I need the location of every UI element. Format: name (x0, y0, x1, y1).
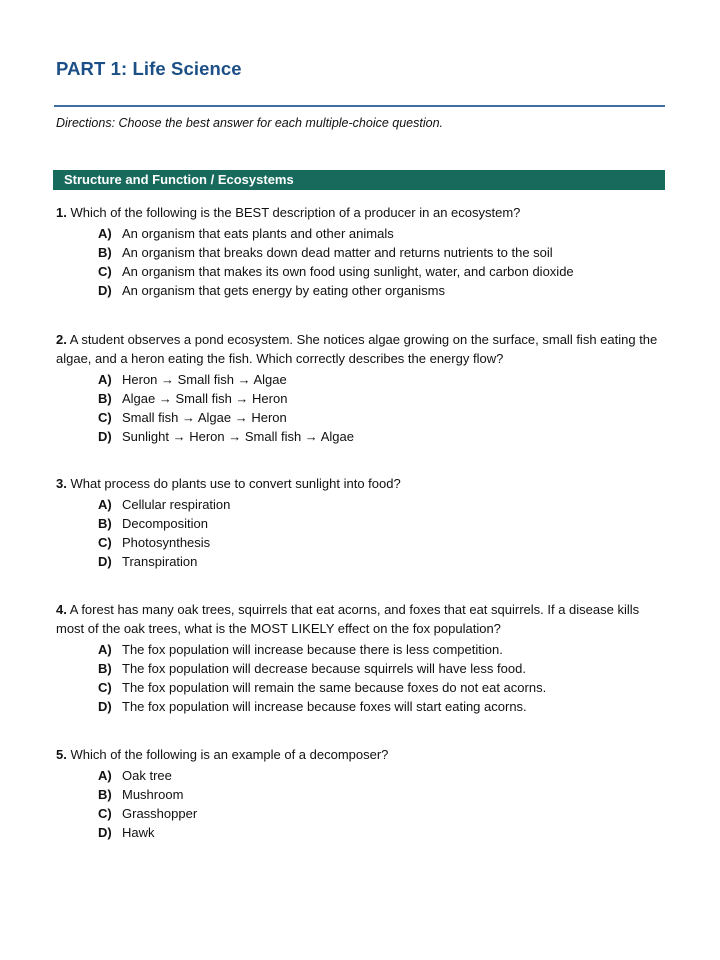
option-letter: D) (98, 283, 112, 298)
page-title: PART 1: Life Science (56, 58, 242, 79)
question-text: Which of the following is an example of a decomposer? (70, 747, 389, 762)
question-2 (56, 330, 668, 446)
option-letter: B) (98, 245, 112, 260)
title-divider (54, 105, 665, 107)
answer-options (56, 224, 668, 300)
answer-option-d[interactable] (98, 823, 668, 842)
question-5 (56, 745, 668, 842)
answer-option-c[interactable] (98, 262, 668, 281)
question-stem (56, 330, 668, 368)
option-text: Small fish → Algae → Heron (122, 410, 287, 425)
option-text: Oak tree (122, 768, 172, 783)
section-header: Structure and Function / Ecosystems (53, 170, 665, 190)
option-letter: A) (98, 226, 112, 241)
question-number: 4. (56, 602, 67, 617)
option-letter: C) (98, 264, 112, 279)
option-text: Decomposition (122, 516, 208, 531)
option-text: The fox population will increase because foxes will start eating acorns. (122, 699, 527, 714)
option-text: Grasshopper (122, 806, 198, 821)
answer-options (56, 640, 668, 716)
answer-option-d[interactable] (98, 552, 668, 571)
option-text: The fox population will decrease because squirrels will have less food. (122, 661, 526, 676)
question-number: 1. (56, 205, 67, 220)
answer-option-b[interactable] (98, 243, 668, 262)
question-text: What process do plants use to convert sunlight into food? (70, 476, 401, 491)
question-text: Which of the following is the BEST description of a producer in an ecosystem? (70, 205, 521, 220)
question-number: 5. (56, 747, 67, 762)
answer-option-a[interactable] (98, 370, 668, 389)
question-stem (56, 203, 668, 222)
option-letter: D) (98, 429, 112, 444)
option-text: Algae → Small fish → Heron (122, 391, 288, 406)
answer-option-b[interactable] (98, 389, 668, 408)
answer-options (56, 370, 668, 446)
option-letter: C) (98, 806, 112, 821)
option-text: The fox population will remain the same because foxes do not eat acorns. (122, 680, 547, 695)
option-letter: B) (98, 516, 112, 531)
question-stem (56, 745, 668, 764)
option-letter: C) (98, 535, 112, 550)
option-letter: A) (98, 642, 112, 657)
option-text: Cellular respiration (122, 497, 231, 512)
question-4 (56, 600, 668, 716)
question-3 (56, 474, 668, 571)
answer-option-c[interactable] (98, 533, 668, 552)
option-text: An organism that breaks down dead matter and returns nutrients to the soil (122, 245, 553, 260)
answer-option-a[interactable] (98, 224, 668, 243)
question-text: A forest has many oak trees, squirrels that eat acorns, and foxes that eat squirrels. If a disease kills most of the oak trees, what is the MOST LIKELY effect on the fox population? (56, 602, 640, 636)
answer-option-b[interactable] (98, 785, 668, 804)
answer-option-c[interactable] (98, 804, 668, 823)
option-text: Photosynthesis (122, 535, 211, 550)
question-stem (56, 474, 668, 493)
option-letter: B) (98, 661, 112, 676)
option-letter: D) (98, 554, 112, 569)
answer-option-d[interactable] (98, 281, 668, 300)
answer-option-c[interactable] (98, 408, 668, 427)
answer-option-b[interactable] (98, 514, 668, 533)
answer-option-a[interactable] (98, 766, 668, 785)
option-letter: D) (98, 825, 112, 840)
option-text: Transpiration (122, 554, 198, 569)
option-letter: C) (98, 680, 112, 695)
question-number: 2. (56, 332, 67, 347)
option-letter: A) (98, 497, 112, 512)
answer-option-a[interactable] (98, 495, 668, 514)
option-text: Mushroom (122, 787, 184, 802)
answer-option-b[interactable] (98, 659, 668, 678)
option-letter: B) (98, 391, 112, 406)
question-1 (56, 203, 668, 300)
answer-options (56, 766, 668, 842)
option-letter: A) (98, 768, 112, 783)
answer-option-c[interactable] (98, 678, 668, 697)
option-letter: B) (98, 787, 112, 802)
answer-option-d[interactable] (98, 697, 668, 716)
answer-option-a[interactable] (98, 640, 668, 659)
option-text: An organism that gets energy by eating other organisms (122, 283, 446, 298)
question-number: 3. (56, 476, 67, 491)
option-text: Hawk (122, 825, 155, 840)
option-text: An organism that eats plants and other animals (122, 226, 394, 241)
option-text: Heron → Small fish → Algae (122, 372, 287, 387)
answer-option-d[interactable] (98, 427, 668, 446)
option-letter: C) (98, 410, 112, 425)
option-text: Sunlight → Heron → Small fish → Algae (122, 429, 354, 444)
answer-options (56, 495, 668, 571)
question-stem (56, 600, 668, 638)
option-text: An organism that makes its own food using sunlight, water, and carbon dioxide (122, 264, 574, 279)
option-text: The fox population will increase because there is less competition. (122, 642, 503, 657)
option-letter: A) (98, 372, 112, 387)
question-text: A student observes a pond ecosystem. She notices algae growing on the surface, small fish eating the algae, and a heron eating the fish. Which correctly describes the energy flow? (56, 332, 658, 366)
option-letter: D) (98, 699, 112, 714)
directions-text: Directions: Choose the best answer for each multiple-choice question. (56, 116, 444, 130)
